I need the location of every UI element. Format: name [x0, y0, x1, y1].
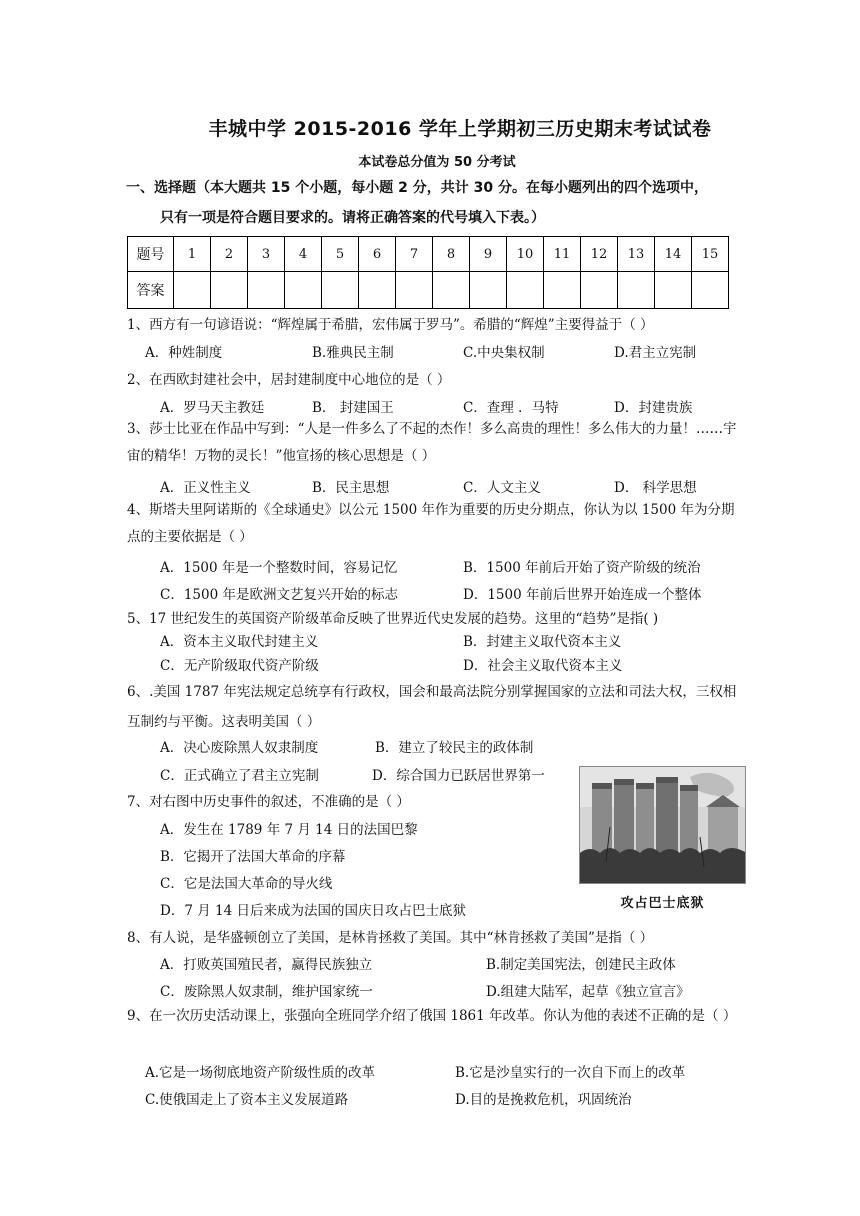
question-8-option-d: D.组建大陆军，起草《独立宣言》: [486, 984, 690, 1000]
question-8-option-a: A．打败英国殖民者，赢得民族独立: [160, 957, 373, 973]
table-cell-number: 15: [692, 237, 729, 272]
question-5-option-b: B．封建主义取代资本主义: [463, 634, 622, 650]
section-heading: [126, 173, 736, 233]
question-5-option-a: A．资本主义取代封建主义: [160, 634, 319, 650]
question-3-stem: 3、莎士比亚在作品中写到：“人是一件多么了不起的杰作！多么高贵的理性！多么伟大的力量！……宇宙的精华！万物的灵长！”他宣扬的核心思想是（ ）: [127, 421, 737, 464]
page-subtitle: 本试卷总分值为 50 分考试: [358, 155, 516, 170]
question-2-option-d: D．封建贵族: [614, 400, 693, 416]
answer-cell[interactable]: [359, 272, 396, 309]
question-9-option-b: B.它是沙皇实行的一次自下而上的改革: [455, 1065, 686, 1081]
answer-cell[interactable]: [433, 272, 470, 309]
answer-cell[interactable]: [285, 272, 322, 309]
question-8-option-c: C．废除黑人奴隶制，维护国家统一: [160, 984, 373, 1000]
question-4-option-b: B．1500 年前后开始了资产阶级的统治: [463, 560, 701, 576]
table-cell-number: 2: [211, 237, 248, 272]
question-5-stem: 5、17 世纪发生的英国资产阶级革命反映了世界近代史发展的趋势。这里的“趋势”是指( ): [127, 611, 659, 627]
question-7-stem: 7、对右图中历史事件的叙述，不准确的是（ ）: [127, 794, 410, 810]
question-1-stem: 1、西方有一句谚语说：“辉煌属于希腊，宏伟属于罗马”。希腊的“辉煌”主要得益于（ ）: [127, 317, 654, 333]
question-4-option-d: D．1500 年前后世界开始连成一个整体: [463, 587, 702, 603]
answer-table: [127, 236, 729, 309]
table-cell-number: 11: [544, 237, 581, 272]
figure-caption: 攻占巴士底狱: [620, 896, 705, 911]
question-1-option-b: B.雅典民主制: [312, 345, 394, 361]
question-9-option-d: D.目的是挽救危机，巩固统治: [455, 1092, 632, 1108]
table-cell-number: 10: [507, 237, 544, 272]
question-5-option-c: C．无产阶级取代资产阶级: [160, 658, 319, 674]
question-3-option-a: A．正义性主义: [160, 480, 251, 496]
bastille-storming-picture: [579, 766, 746, 884]
question-2-option-c: C．查理 ．马特: [463, 400, 559, 416]
table-cell-number: 6: [359, 237, 396, 272]
table-cell-number: 8: [433, 237, 470, 272]
table-cell-number: 1: [174, 237, 211, 272]
answer-cell[interactable]: [248, 272, 285, 309]
question-6-option-a: A．决心废除黑人奴隶制度: [160, 740, 319, 756]
question-6-option-b: B．建立了较民主的政体制: [375, 740, 534, 756]
question-3-option-b: B．民主思想: [312, 480, 390, 496]
answer-cell[interactable]: [544, 272, 581, 309]
question-3-option-c: C．人文主义: [463, 480, 541, 496]
question-2-option-a: A．罗马天主教廷: [160, 400, 265, 416]
table-cell-number: 9: [470, 237, 507, 272]
table-cell-number: 3: [248, 237, 285, 272]
question-8-option-b: B.制定美国宪法，创建民主政体: [486, 957, 676, 973]
answer-cell[interactable]: [655, 272, 692, 309]
table-cell-number: 5: [322, 237, 359, 272]
question-4-stem: 4、斯塔夫里阿诺斯的《全球通史》以公元 1500 年作为重要的历史分期点，你认为以 1500 年为分期点的主要依据是（ ）: [127, 502, 735, 545]
section-heading-line2: 只有一项是符合题目要求的。请将正确答案的代号填入下表。）: [160, 210, 545, 226]
bastille-illustration: [580, 767, 746, 884]
question-7-option-a: A．发生在 1789 年 7 月 14 日的法国巴黎: [160, 822, 418, 838]
question-6-option-d: D．综合国力已跃居世界第一: [372, 768, 545, 784]
table-cell-number: 14: [655, 237, 692, 272]
question-9-option-a: A.它是一场彻底地资产阶级性质的改革: [145, 1065, 376, 1081]
row-label-number: 题号: [128, 237, 174, 272]
answer-cell[interactable]: [211, 272, 248, 309]
question-1-option-d: D.君主立宪制: [614, 345, 697, 361]
question-9-stem: 9、在一次历史活动课上，张强向全班同学介绍了俄国 1861 年改革。你认为他的表述不正确的是（ ）: [127, 1008, 737, 1024]
answer-table-answer-row: [128, 272, 729, 309]
section-heading-line1: 一、选择题（本大题共 15 个小题，每小题 2 分，共计 30 分。在每小题列出的四个选项中，: [126, 180, 708, 196]
question-6-option-c: C．正式确立了君主立宪制: [160, 768, 319, 784]
answer-cell[interactable]: [507, 272, 544, 309]
answer-cell[interactable]: [581, 272, 618, 309]
question-2-stem: 2、在西欧封建社会中，居封建制度中心地位的是（ ）: [127, 372, 451, 388]
answer-cell[interactable]: [470, 272, 507, 309]
question-4-option-c: C．1500 年是欧洲文艺复兴开始的标志: [160, 587, 398, 603]
table-cell-number: 13: [618, 237, 655, 272]
row-label-answer: 答案: [128, 272, 174, 309]
question-7-option-c: C．它是法国大革命的导火线: [160, 876, 333, 892]
table-cell-number: 7: [396, 237, 433, 272]
question-1-option-c: C.中央集权制: [463, 345, 545, 361]
page-title: 丰城中学 2015-2016 学年上学期初三历史期末考试试卷: [208, 118, 712, 140]
answer-cell[interactable]: [618, 272, 655, 309]
answer-cell[interactable]: [322, 272, 359, 309]
question-7-option-d: D．7 月 14 日后来成为法国的国庆日攻占巴士底狱: [160, 903, 466, 919]
question-2-option-b: B． 封建国王: [312, 400, 394, 416]
question-4-option-a: A．1500 年是一个整数时间，容易记忆: [160, 560, 398, 576]
answer-cell[interactable]: [692, 272, 729, 309]
question-9-option-c: C.使俄国走上了资本主义发展道路: [145, 1092, 349, 1108]
answer-cell[interactable]: [174, 272, 211, 309]
table-cell-number: 4: [285, 237, 322, 272]
question-8-stem: 8、有人说，是华盛顿创立了美国，是林肯拯救了美国。其中“林肯拯救了美国”是指（ ）: [127, 930, 654, 946]
answer-table-number-row: [128, 237, 729, 272]
question-7-option-b: B．它揭开了法国大革命的序幕: [160, 849, 346, 865]
table-cell-number: 12: [581, 237, 618, 272]
question-6-stem: 6、.美国 1787 年宪法规定总统享有行政权，国会和最高法院分别掌握国家的立法和司法大权，三权相互制约与平衡。这表明美国（ ）: [127, 684, 737, 730]
question-1-option-a: A．种姓制度: [145, 345, 223, 361]
question-3-option-d: D． 科学思想: [614, 480, 697, 496]
question-5-option-d: D．社会主义取代资本主义: [463, 658, 623, 674]
answer-cell[interactable]: [396, 272, 433, 309]
